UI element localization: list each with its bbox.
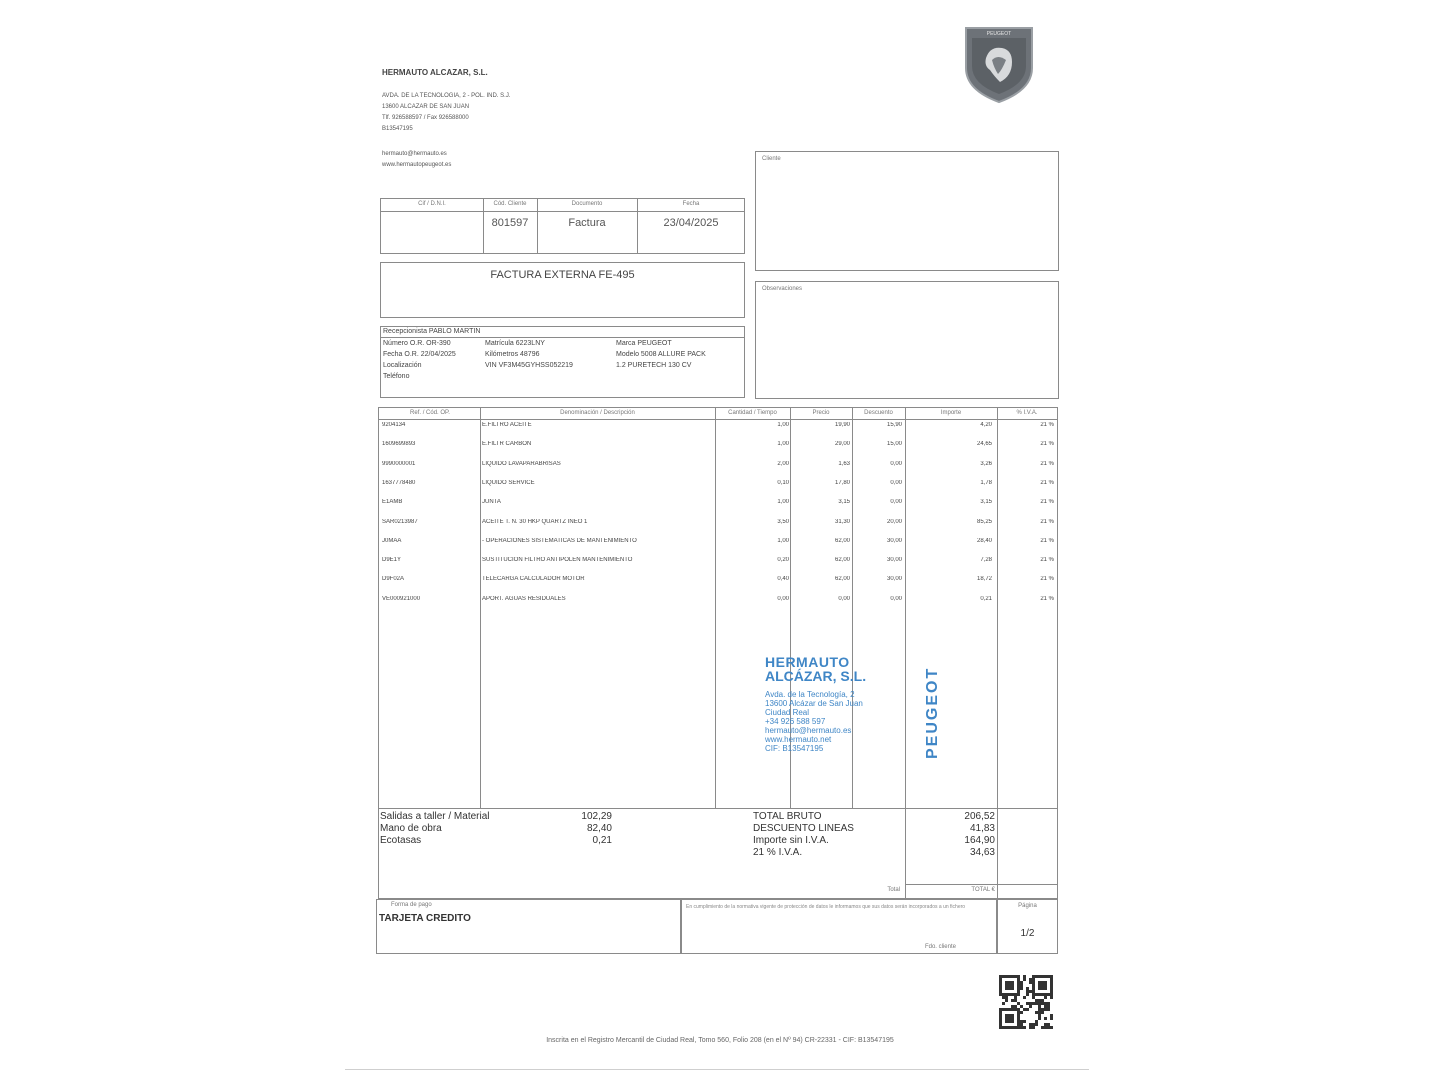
iva-value: 34,63: [969, 847, 995, 858]
row-discount: 30,00: [886, 557, 902, 564]
row-discount: 0,00: [890, 460, 902, 467]
row-price: 19,90: [834, 422, 850, 428]
col-header-ref: Ref. / Cód. OP.: [410, 410, 450, 416]
payment-value: TARJETA CREDITO: [379, 913, 471, 924]
summary-ecotax-value: 0,21: [592, 835, 612, 846]
row-amount: 4,20: [980, 422, 992, 428]
peugeot-logo: [962, 24, 1036, 104]
table-row: [380, 480, 1056, 499]
row-desc: JUNTA: [482, 499, 501, 506]
legal-box: [681, 899, 997, 954]
client-box: [755, 151, 1059, 271]
stamp-city: 13600 Alcázar de San Juan: [765, 699, 863, 708]
row-desc: TELECARGA CALCULADOR MOTOR: [482, 576, 585, 583]
company-web: www.hermautopeugeot.es: [382, 162, 452, 168]
table-row: [380, 461, 1056, 480]
stamp-address: Avda. de la Tecnología, 2: [765, 690, 855, 699]
header-value-date: 23/04/2025: [663, 217, 719, 229]
header-value-document: Factura: [568, 217, 606, 229]
row-vat: 21 %: [1040, 441, 1054, 448]
vehicle-motor: 1.2 PURETECH 130 CV: [616, 362, 692, 369]
row-qty: 1,00: [777, 441, 789, 448]
row-qty: 1,00: [777, 537, 789, 544]
row-discount: 15,00: [886, 441, 902, 448]
row-desc: SUSTITUCION FILTRO ANTIPOLEN MANTENIMIENTO: [482, 557, 633, 564]
row-price: 3,15: [838, 499, 850, 506]
logo-brand-text: PEUGEOT: [986, 31, 1012, 37]
total-bruto-value: 206,52: [964, 811, 995, 822]
stamp-line1: HERMAUTO: [765, 654, 850, 670]
row-amount: 28,40: [976, 537, 992, 544]
row-ref: D9E1Y: [382, 557, 402, 564]
row-discount: 0,00: [890, 595, 902, 602]
stamp-phone: +34 926 588 597: [765, 717, 826, 726]
total-bruto-label: TOTAL BRUTO: [753, 811, 822, 822]
company-address2: 13600 ALCAZAR DE SAN JUAN: [382, 104, 470, 110]
vehicle-marca: Marca PEUGEOT: [616, 340, 672, 347]
vehicle-fecha-or: Fecha O.R. 22/04/2025: [383, 351, 456, 358]
row-amount: 85,25: [976, 518, 992, 525]
summary-right: [753, 811, 995, 859]
row-amount: 7,28: [980, 557, 992, 564]
descuento-value: 41,83: [969, 823, 995, 834]
row-desc: APORT. AGUAS RESIDUALES: [482, 595, 566, 602]
col-header-price: Precio: [812, 410, 830, 416]
row-desc: - OPERACIONES SISTEMATICAS DE MANTENIMIENTO: [482, 537, 637, 544]
row-qty: 0,10: [777, 479, 789, 486]
legal-sign: Fdo. cliente: [924, 944, 956, 950]
row-ref: 1637778480: [382, 479, 416, 486]
row-amount: 3,26: [980, 460, 992, 467]
table-row: [380, 538, 1056, 557]
doc-header-box: [380, 198, 745, 254]
row-price: 1,63: [838, 460, 850, 467]
descuento-label: DESCUENTO LINEAS: [753, 823, 854, 834]
row-vat: 21 %: [1040, 422, 1054, 428]
col-header-amount: Importe: [940, 410, 962, 416]
row-discount: 30,00: [886, 537, 902, 544]
vehicle-localizacion: Localización: [383, 362, 422, 369]
observations-label: Observaciones: [762, 286, 803, 292]
row-price: 62,00: [834, 557, 850, 564]
row-price: 29,00: [834, 441, 850, 448]
row-vat: 21 %: [1040, 518, 1054, 525]
row-vat: 21 %: [1040, 460, 1054, 467]
header-label-date: Fecha: [682, 201, 700, 207]
row-ref: D9F02A: [382, 576, 405, 583]
table-row: [380, 596, 1056, 615]
header-label-document: Documento: [571, 201, 603, 207]
summary-material-label: Salidas a taller / Material: [380, 811, 490, 822]
col-header-qty: Cantidad / Tiempo: [728, 410, 777, 416]
row-desc: E.FILTR CARBON: [482, 441, 532, 448]
row-vat: 21 %: [1040, 557, 1054, 564]
observations-box: [755, 281, 1059, 399]
company-cif: B13547195: [382, 126, 413, 132]
row-discount: 0,00: [890, 479, 902, 486]
total-label: Total: [887, 887, 900, 893]
row-vat: 21 %: [1040, 479, 1054, 486]
row-vat: 21 %: [1040, 499, 1054, 506]
row-price: 31,30: [834, 518, 850, 525]
row-amount: 1,78: [980, 479, 992, 486]
row-ref: J0MAA: [382, 537, 402, 544]
page-label: Página: [1018, 903, 1037, 909]
col-header-desc: Denominación / Descripción: [560, 410, 635, 416]
vehicle-kilometros: Kilómetros 48796: [485, 351, 540, 358]
row-discount: 30,00: [886, 576, 902, 583]
row-desc: LIQUIDO LAVAPARABRISAS: [482, 460, 561, 467]
row-discount: 20,00: [886, 518, 902, 525]
stamp-province: Ciudad Real: [765, 708, 810, 717]
stamp-email: hermauto@hermauto.es: [765, 726, 852, 735]
base-label: Importe sin I.V.A.: [753, 835, 829, 846]
row-vat: 21 %: [1040, 576, 1054, 583]
company-name: HERMAUTO ALCAZAR, S.L.: [382, 68, 488, 77]
row-price: 62,00: [834, 576, 850, 583]
client-label: Cliente: [762, 156, 781, 162]
base-value: 164,90: [964, 835, 995, 846]
footer-registry: Inscrita en el Registro Mercantil de Ciudad Real, Tomo 560, Folio 208 (en el Nº 94) CR-22331 - CIF: B13547195: [546, 1037, 894, 1044]
row-desc: E.FILTRO ACEITE: [482, 422, 532, 428]
total-eur-label: TOTAL €: [971, 887, 995, 893]
row-desc: LIQUIDO SERVICE: [482, 479, 535, 486]
row-amount: 24,65: [976, 441, 992, 448]
invoice-title-box: [380, 262, 745, 318]
vehicle-box: [380, 326, 745, 398]
row-vat: 21 %: [1040, 595, 1054, 602]
header-value-client-code: 801597: [491, 217, 529, 229]
summary-labour-label: Mano de obra: [380, 823, 442, 834]
qr-code-icon: [999, 975, 1053, 1029]
company-address1: AVDA. DE LA TECNOLOGIA, 2 - POL. IND. S.J.: [382, 93, 511, 99]
stamp-line2: ALCÁZAR, S.L.: [765, 668, 867, 684]
iva-label: 21 % I.V.A.: [753, 847, 803, 858]
table-row: [380, 441, 1056, 460]
row-qty: 0,00: [777, 595, 789, 602]
table-row: [380, 557, 1056, 576]
payment-label: Forma de pago: [391, 902, 432, 908]
vehicle-matricula: Matrícula 6223LNY: [485, 340, 545, 347]
row-discount: 0,00: [890, 499, 902, 506]
row-price: 62,00: [834, 537, 850, 544]
stamp-cif: CIF: B13547195: [765, 744, 824, 753]
table-row: [380, 519, 1056, 538]
table-row: [380, 576, 1056, 595]
row-ref: SAR0213987: [382, 518, 418, 525]
vehicle-numero-or: Número O.R. OR-390: [383, 340, 451, 347]
invoice-title: FACTURA EXTERNA FE-495: [490, 269, 635, 281]
col-header-vat: % I.V.A.: [1016, 410, 1038, 416]
col-header-discount: Descuento: [864, 410, 893, 416]
row-amount: 18,72: [976, 576, 992, 583]
row-price: 0,00: [838, 595, 850, 602]
row-qty: 1,00: [777, 422, 789, 428]
row-desc: ACEITE T. N. 30 HKP QUARTZ INEO 1: [482, 518, 588, 525]
header-label-client-code: Cód. Cliente: [493, 201, 527, 207]
row-amount: 0,21: [980, 595, 992, 602]
stamp-brand: PEUGEOT: [924, 666, 941, 759]
page-box: [997, 899, 1058, 954]
header-label-cif: Cif / D.N.I.: [418, 201, 446, 207]
row-ref: 9990000001: [382, 460, 416, 467]
row-qty: 3,50: [777, 518, 789, 525]
row-discount: 15,90: [886, 422, 902, 428]
page-value: 1/2: [1020, 928, 1035, 939]
table-row: [380, 499, 1056, 518]
row-qty: 2,00: [777, 460, 789, 467]
company-stamp: [765, 654, 935, 784]
vehicle-modelo: Modelo 5008 ALLURE PACK: [616, 351, 706, 358]
summary-left: [380, 811, 612, 847]
stamp-web: www.hermauto.net: [765, 735, 832, 744]
summary-material-value: 102,29: [581, 811, 612, 822]
row-vat: 21 %: [1040, 537, 1054, 544]
row-amount: 3,15: [980, 499, 992, 506]
vehicle-telefono: Teléfono: [383, 373, 410, 380]
summary-labour-value: 82,40: [586, 823, 612, 834]
row-ref: 9204134: [382, 422, 406, 428]
table-row: [380, 422, 1056, 441]
company-phone: Tlf. 926588597 / Fax 926588000: [382, 115, 469, 121]
row-ref: 1609699893: [382, 441, 416, 448]
row-qty: 0,40: [777, 576, 789, 583]
row-price: 17,80: [834, 479, 850, 486]
legal-text: En cumplimiento de la normativa vigente de protección de datos le informamos que sus datos serán incorporados a un fichero: [686, 904, 966, 910]
row-ref: VE000921000: [382, 595, 421, 602]
vehicle-vin: VIN VF3M45GYHSS052219: [485, 362, 573, 369]
qr-code: [999, 975, 1053, 1029]
company-email: hermauto@hermauto.es: [382, 151, 447, 157]
row-qty: 0,20: [777, 557, 789, 564]
row-ref: E1AMB: [382, 499, 403, 506]
row-qty: 1,00: [777, 499, 789, 506]
summary-ecotax-label: Ecotasas: [380, 835, 422, 846]
vehicle-recepcionista: Recepcionista PABLO MARTIN: [383, 328, 481, 335]
payment-box: [376, 899, 681, 954]
